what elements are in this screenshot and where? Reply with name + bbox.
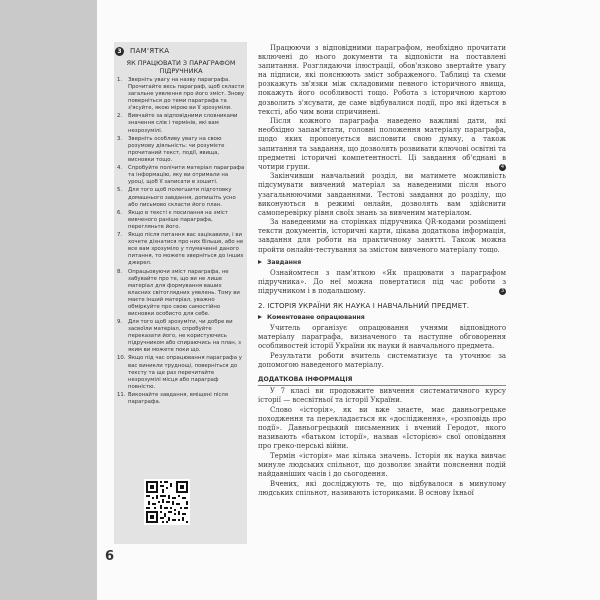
triangle-icon (258, 315, 262, 319)
memo-item (117, 355, 245, 390)
paragraph: Учитель організує опрацювання учнями відповідного матеріалу параграфа, визначеного та наступне обговорення особливостей історії України як науки й навчального предмета. (258, 324, 506, 351)
task-text-body: Ознайомтеся з пам'яткою «Як працювати з параграфом підручника». До неї можна повертатися під час роботи з підручником і в подальшому. (258, 268, 506, 295)
memo-item-text: Якщо після питання вас зацікавили, і ви хочете дізнатися про них більше, або не все вам зрозуміло у тлумаченні даного питання, то можете зверніться до інших джерел. (128, 232, 244, 267)
triangle-icon (258, 260, 262, 264)
paragraph: Слово «історія», як ви вже знаєте, має давньогрецьке походження та перекладається як «дослідження», «розповідь про події». Давньогрецький письменник і вчений Геродот, якого називають «батьком історії», назвав «Історією» свої оповідання про греко-перські війни. (258, 405, 506, 451)
memo-item-number: 8. (117, 268, 123, 275)
task-badge: 3 (500, 287, 505, 294)
comment-heading-text: Коментоване опрацювання (267, 314, 365, 322)
task-badge: 4 (500, 163, 505, 170)
paragraph: За наведеними на сторінках підручника QR-кодами розміщені тексти документів, історичні карти, цікава додаткова інформація, завдання для роботи на практичному занятті. Також можна пройти онлайн-тестування за змістом вивченого матеріалу тощо. (258, 218, 506, 254)
memo-item-number: 6. (117, 209, 123, 216)
memo-item-text: Зверніть увагу на назву параграфа. Прочитайте весь параграф, щоб скласти загальне уявлення про його зміст. Знову поверніться до теми параграфа та з'ясуйте, якою мірою ви її зрозуміли. (128, 77, 245, 112)
memo-item-text: Спробуйте полічити матеріал параграфа та інформацію, яку ви отримали на уроці, щоб її записати в зошиті. (128, 165, 245, 186)
paragraph: Закінчивши навчальний розділ, ви матимете можливість підсумувати вивчений матеріал за наведеними після нього узагальнюючими завданнями. Тестові завдання до розділу, що виконуються в режимі онлайн, дозволять вам здійснити самоперевірку рівня своїх знань за вивченим матеріалом. (258, 172, 506, 217)
qr-code-icon (144, 479, 190, 525)
paragraph: Працюючи з відповідними параграфом, необхідно прочитати включені до нього документи та відповісти на поставлені запитання. Розглядаючи ілюстрації, обов'язково звертайте увагу на підписи, які пояснюють зміст зображеного. Таблиці та схеми розкажуть зв'язки між складовими певного історичного явища, покажуть його особливості тощо. Робота з історичною картою дозволить з'ясувати, де саме відбувалися події, про які йдеться в тексті, або чим вони спричинені. (258, 44, 506, 116)
memo-item-text: Для того щоб полегшити підготовку домашнього завдання, допишіть усно або письмово скласти його план. (128, 187, 236, 208)
paragraph: Вчених, які досліджують те, що відбувалося в минулому людських спільнот, називають істориками. В основу їхньої (258, 479, 506, 497)
memo-item-number: 7. (117, 232, 123, 239)
memo-item (117, 77, 245, 112)
memo-item-number: 5. (117, 187, 123, 194)
memo-item-text: Опрацьовуючи зміст параграфа, не забувайте про те, що ви не лише матеріал для формування ваших власних світоглядних уявлень. Тому ви маєте інший матеріал, уважно обміркуйте про свою самостійно висновки особисто для себе. (128, 268, 240, 317)
memo-item-number: 9. (117, 319, 123, 326)
section-title: 2. ІСТОРІЯ УКРАЇНИ ЯК НАУКА І НАВЧАЛЬНИЙ ПРЕДМЕТ. (258, 301, 470, 311)
page-number: 6 (105, 549, 115, 564)
memo-item-number: 11. (117, 391, 126, 398)
paragraph: Результати роботи вчитель систематизує та уточнює за допомогою наведеного матеріалу. (258, 352, 506, 370)
left-margin (0, 0, 97, 600)
memo-item (117, 187, 245, 208)
paragraph: У 7 класі ви продовжите вивчення систематичного курсу історії — всесвітньої та історії України. (258, 387, 506, 405)
task-heading-text: Завдання (267, 258, 302, 266)
memo-item (117, 269, 245, 318)
memo-item-number: 2. (117, 113, 123, 120)
memo-item-text: Виконайте завдання, вміщені після параграфа. (128, 391, 229, 405)
memo-item-number: 1. (117, 77, 123, 83)
memo-item (117, 136, 245, 164)
memo-item-number: 4. (117, 165, 123, 172)
memo-item (117, 165, 245, 186)
paragraph (258, 117, 506, 172)
task-heading (258, 258, 506, 267)
memo-item-text: Зверніть особливу увагу на свою розумову діяльність: чи розумієте прочитаний текст, події, явища, висновки тощо. (128, 135, 225, 163)
paragraph: Термін «історія» має кілька значень. Історія як наука вивчає минуле людських спільнот, що дозволяє знайти пояснення подій найдавніших часів і до сьогодення. (258, 451, 506, 479)
extra-info-heading: ДОДАТКОВА ІНФОРМАЦІЯ (258, 375, 506, 386)
memo-item (117, 113, 245, 134)
memo-item-text: Вивчайте за відповідними словниками значення слів і термінів, які вам незрозумілі. (128, 113, 238, 134)
task-text (258, 269, 506, 296)
memo-item-text: Якщо в тексті є посилання на зміст вивченого раніше параграфа, перегляньте його. (128, 209, 228, 230)
memo-subtitle: ЯК ПРАЦЮВАТИ З ПАРАГРАФОМ ПІДРУЧНИКА (126, 59, 236, 75)
memo-item-text: Для того щоб зрозуміти, чи добре ви засвоїли матеріал, спробуйте переказати його, не користуючись підручником або спираючись на план, з яким ви можете поки що. (128, 319, 241, 354)
memo-item-text: Якщо під час опрацювання параграфа у вас виникли труднощі, поверніться до тексту та ще раз перечитайте незрозумілі місця або параграф повністю. (128, 355, 242, 390)
memo-item (117, 210, 245, 231)
paragraph-text: Після кожного параграфа наведено важливі дати, які необхідно запам'ятати, головні положення матеріалу параграфа, щодо яких пропонується висловити свою думку, а також запитання та завдання, що дозволять розвивати ключові освітні та предметні історичні компетентності. Ці завдання об'єднані в чотири групи. (258, 117, 506, 171)
memo-item (117, 232, 245, 267)
qr-code[interactable] (144, 479, 190, 525)
main-column (258, 44, 506, 498)
comment-heading (258, 313, 506, 322)
memo-list (117, 77, 245, 407)
memo-item-number: 10. (117, 355, 126, 362)
memo-title: ПАМ'ЯТКА (130, 47, 170, 55)
memo-badge: 3 (115, 47, 124, 56)
memo-item (117, 319, 245, 354)
memo-item (117, 392, 245, 406)
memo-item-number: 3. (117, 135, 123, 142)
